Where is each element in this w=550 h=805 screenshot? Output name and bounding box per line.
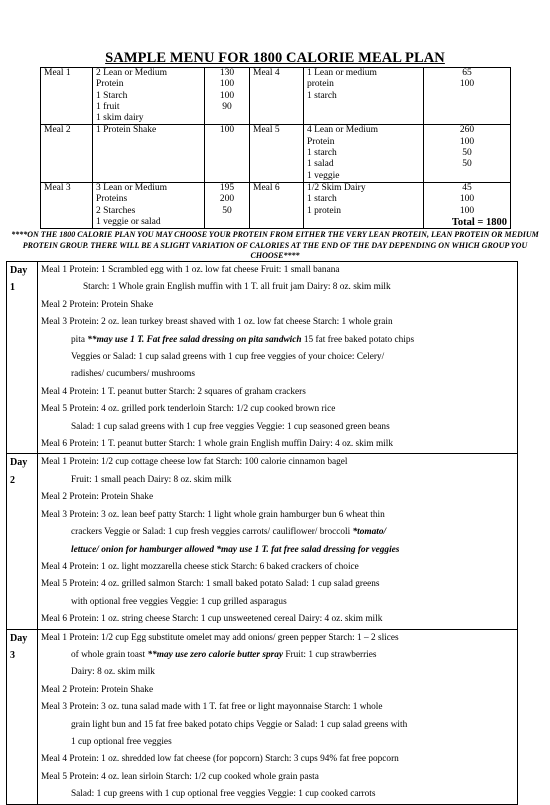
menu-text: Fruit: [71, 474, 92, 485]
calorie-summary-table [40, 67, 511, 229]
menu-text: Meal 2 Protein: [41, 299, 99, 310]
menu-text: Meal 4 Protein: [41, 561, 99, 572]
summary-line: 65 [462, 68, 472, 78]
menu-line [41, 279, 514, 296]
menu-text: Dairy: [71, 667, 95, 678]
menu-text: 2 squares of graham crackers [195, 386, 306, 397]
menu-text: Starch: [165, 771, 192, 782]
menu-text: 2 oz. lean turkey breast shaved with 1 oz. low fat cheese [98, 317, 313, 328]
menu-line [41, 647, 514, 664]
menu-text: 1 oz. light mozzarella cheese stick [98, 561, 232, 572]
menu-text: Veggie or Salad: [256, 719, 318, 730]
menu-text: 1/2 cup cooked brown rice [233, 404, 336, 415]
summary-line: 100 [219, 79, 235, 90]
menu-line [41, 401, 514, 418]
menu-line [41, 717, 514, 734]
menu-text: 1 small baked potato [203, 579, 286, 590]
menu-text: Starch: [168, 386, 196, 397]
menu-text: Protein Shake [98, 684, 154, 695]
menu-text: Veggie: [256, 421, 285, 432]
menu-text: 4 oz. skim milk [332, 439, 393, 450]
day-row [7, 262, 518, 454]
menu-text: Meal 2 Protein: [41, 492, 99, 503]
menu-text: Starch: [231, 561, 258, 572]
day-meals [38, 262, 518, 454]
day-label: Day 3 [7, 629, 38, 804]
menu-text: 6 baked crackers of choice [257, 561, 359, 572]
menu-text: 1 small peach [91, 474, 148, 485]
menu-text: Starch: [324, 702, 351, 713]
summary-line: 1 salad [307, 159, 334, 170]
meal-items [304, 125, 424, 182]
meal-label: Meal 6 [250, 182, 304, 228]
meal-items [304, 182, 424, 228]
summary-line: 1 starch [307, 194, 337, 205]
menu-text: 1 T. peanut butter [98, 439, 169, 450]
menu-text: Meal 6 Protein: [41, 439, 99, 450]
menu-text: 3 oz. lean beef patty [98, 509, 179, 520]
summary-line: Proteins [96, 194, 128, 205]
menu-text: Meal 5 Protein: [41, 579, 99, 590]
menu-text: Meal 4 Protein: [41, 754, 99, 765]
menu-text: Starch: [328, 632, 355, 643]
meal-calories [424, 182, 511, 228]
day-meals [38, 454, 518, 629]
day-meals [38, 629, 518, 804]
menu-text: 8 oz. skim milk [94, 667, 155, 678]
menu-text: Starch: [177, 579, 204, 590]
menu-text: Veggies or Salad: [71, 352, 137, 363]
menu-text: 8 oz. skim milk [171, 474, 232, 485]
day-label: Day 1 [7, 262, 38, 454]
menu-line [41, 751, 514, 768]
menu-line [41, 630, 514, 647]
menu-line [41, 734, 514, 751]
menu-text: 1 cup grilled asparagus [198, 596, 287, 607]
menu-text: 1 cup optional free veggies [71, 736, 172, 747]
menu-text: Starch: [265, 754, 292, 765]
page-title: SAMPLE MENU FOR 1800 CALORIE MEAL PLAN [105, 50, 445, 66]
menu-text: Dairy: [298, 614, 323, 625]
menu-text: of whole grain toast [71, 649, 148, 660]
menu-text: 1 cup salad greens [308, 579, 380, 590]
summary-line: 50 [462, 159, 472, 170]
menu-text: 1 cup salad greens with 1 cup free veggies of your choice: Celery/ [136, 352, 385, 363]
menu-text: **may use zero calorie butter spray [147, 649, 284, 660]
summary-line: 100 [459, 79, 475, 90]
menu-line [41, 489, 514, 506]
menu-text: 1 oz. shredded low fat cheese (for popcorn) [98, 754, 266, 765]
menu-text: Veggie or Salad: [104, 527, 166, 538]
meal-calories [205, 68, 250, 125]
menu-text: 1/2 cup cooked whole grain pasta [191, 771, 319, 782]
meal-label: Meal 1 [41, 68, 93, 125]
menu-text: lettuce/ onion for hamburger allowed *may use 1 T. fat free salad dressing for veggies [71, 544, 400, 555]
summary-line: 100 [459, 136, 475, 147]
daily-menu-table [6, 261, 518, 805]
summary-line: 50 [462, 148, 472, 159]
menu-text: 1 whole grain [339, 317, 393, 328]
menu-text: Protein Shake [98, 299, 154, 310]
menu-text: Meal 3 Protein: [41, 317, 99, 328]
menu-text: 1/2 cup Egg substitute omelet may add onions/ green pepper [98, 632, 329, 643]
summary-row [41, 125, 511, 182]
menu-text: **may use 1 T. Fat free salad dressing on pita sandwich [87, 334, 302, 345]
day-row [7, 629, 518, 804]
menu-line [41, 349, 514, 366]
menu-text: Starch: [207, 404, 234, 415]
meal-calories [424, 125, 511, 182]
menu-text: *tomato/ [352, 527, 387, 538]
menu-text: 1 oz. string cheese [98, 614, 173, 625]
menu-text: Veggie: [169, 596, 199, 607]
summary-line: 100 [219, 125, 235, 136]
summary-line: 100 [459, 194, 475, 205]
menu-line [41, 314, 514, 331]
menu-line [41, 262, 514, 279]
summary-line: Protein [307, 136, 335, 147]
menu-line [41, 699, 514, 716]
menu-text: grain light bun and 15 fat free baked potato chips [71, 719, 257, 730]
menu-text: Starch: [178, 509, 205, 520]
menu-text: 4 oz. lean sirloin [98, 771, 166, 782]
menu-text: Starch: [168, 439, 196, 450]
meal-label: Meal 3 [41, 182, 93, 228]
menu-text: 1 – 2 slices [354, 632, 399, 643]
menu-text: 3 oz. tuna salad made with 1 T. fat free or light mayonnaise [98, 702, 325, 713]
menu-text: Meal 4 Protein: [41, 386, 99, 397]
summary-line: 1 fruit [96, 101, 120, 112]
summary-line: 2 Lean or Medium [96, 68, 167, 78]
summary-line: 1 starch [307, 148, 337, 159]
menu-text: 1 cup cooked carrots [295, 789, 376, 800]
summary-line: 1 veggie or salad [96, 216, 161, 227]
menu-line [41, 454, 514, 471]
menu-text: 1 Whole grain English muffin with 1 T. all fruit jam [109, 282, 307, 293]
menu-text: Dairy: [306, 282, 331, 293]
menu-line [41, 419, 514, 436]
menu-text: 1 cup strawberries [306, 649, 377, 660]
menu-text: Meal 1 Protein: [41, 457, 99, 468]
menu-text: Meal 3 Protein: [41, 509, 99, 520]
summary-line: 1 Protein Shake [96, 125, 157, 136]
menu-text: 8 oz. skim milk [330, 282, 391, 293]
summary-line: 1 protein [307, 205, 342, 216]
menu-line [41, 594, 514, 611]
menu-text: 1 light whole grain hamburger bun 6 wheat thin [204, 509, 385, 520]
menu-line [41, 786, 514, 803]
menu-text: Meal 5 Protein: [41, 404, 99, 415]
menu-text: 1/2 cup cottage cheese low fat [98, 457, 216, 468]
menu-text: 1 cup salad greens with [317, 719, 408, 730]
menu-line [41, 332, 514, 349]
menu-line [41, 682, 514, 699]
menu-line [41, 507, 514, 524]
menu-text: 1 whole grain English muffin [195, 439, 310, 450]
menu-text: Meal 2 Protein: [41, 684, 99, 695]
menu-text: Fruit: [260, 265, 282, 275]
summary-row [41, 182, 511, 228]
menu-text: Veggie: [267, 789, 296, 800]
summary-line: 90 [222, 101, 232, 112]
menu-line [41, 436, 514, 453]
menu-text: Starch: [83, 282, 110, 293]
menu-text: 1 cup salad greens with 1 cup free veggies [94, 421, 257, 432]
day-label: Day 2 [7, 454, 38, 629]
menu-text: 1 cup greens with 1 cup optional free veggies [94, 789, 268, 800]
menu-text: 1 Scrambled egg with 1 oz. low fat cheese [98, 265, 261, 275]
menu-text: Starch: [215, 457, 243, 468]
menu-text: Meal 3 Protein: [41, 702, 99, 713]
protein-note: ****ON THE 1800 CALORIE PLAN YOU MAY CHOOSE YOUR PROTEIN FROM EITHER THE VERY LEAN PROTEIN, LEAN PROTEIN OR MEDIUM PROTEIN GROUP. THERE WILL BE A SLIGHT VARIATION OF CALORIES AT THE END OF THE DAY DEPENDING ON WHICH GROUP YOU CHOOSE**** [11, 230, 539, 261]
summary-line: 4 Lean or Medium [307, 125, 378, 136]
summary-line: 1 skim dairy [96, 113, 144, 124]
meal-label: Meal 4 [250, 68, 304, 125]
menu-text: Dairy: [309, 439, 333, 450]
menu-text: 1 T. peanut butter [98, 386, 169, 397]
meal-label: Meal 5 [250, 125, 304, 182]
menu-text: 1 cup unsweetened cereal [198, 614, 299, 625]
meal-label: Meal 2 [41, 125, 93, 182]
menu-line [41, 366, 514, 383]
summary-line: protein [307, 79, 334, 90]
menu-text: Dairy: [147, 474, 172, 485]
menu-text: radishes/ cucumbers/ mushrooms [71, 369, 195, 380]
menu-line [41, 542, 514, 559]
menu-line [41, 769, 514, 786]
menu-text: crackers [71, 527, 105, 538]
summary-line: 45 [462, 182, 472, 193]
summary-line: 195 [219, 182, 235, 193]
menu-text: Salad: [285, 579, 309, 590]
menu-text: Starch: [172, 614, 199, 625]
menu-text: Meal 1 Protein: [41, 632, 99, 643]
menu-text: 1 cup seasoned green beans [284, 421, 390, 432]
menu-text: 1 whole [350, 702, 383, 713]
menu-text: 1 small banana [281, 265, 340, 275]
meal-items [93, 68, 205, 125]
meal-items [304, 68, 424, 125]
summary-line: 1/2 Skim Dairy [307, 182, 366, 193]
summary-line: 50 [222, 205, 232, 216]
day-row [7, 454, 518, 629]
menu-text: with optional free veggies [71, 596, 170, 607]
summary-line: 130 [219, 68, 235, 78]
menu-line [41, 664, 514, 681]
meal-calories [424, 68, 511, 125]
menu-text: Meal 6 Protein: [41, 614, 99, 625]
menu-text: 4 oz. grilled pork tenderloin [98, 404, 208, 415]
menu-text: 15 fat free baked potato chips [301, 334, 415, 345]
meal-items [93, 182, 205, 228]
meal-items [93, 125, 205, 182]
menu-text: Starch: [312, 317, 340, 328]
summary-line: 260 [459, 125, 475, 136]
menu-text: 3 cups 94% fat free popcorn [291, 754, 399, 765]
summary-row [41, 68, 511, 125]
menu-line [41, 384, 514, 401]
menu-line [41, 297, 514, 314]
meal-calories [205, 125, 250, 182]
calorie-total: Total = 1800 [451, 216, 507, 228]
summary-line: 1 Lean or medium [307, 68, 377, 78]
menu-text: 4 oz. skim milk [322, 614, 383, 625]
menu-text: Protein Shake [98, 492, 154, 503]
menu-text: Meal 1 Protein: [41, 265, 99, 275]
summary-line: 3 Lean or Medium [96, 182, 167, 193]
menu-line [41, 559, 514, 576]
summary-line: 2 Starches [96, 205, 136, 216]
menu-line [41, 524, 514, 541]
summary-line: 1 Starch [96, 90, 128, 101]
menu-text: Salad: [71, 789, 95, 800]
summary-line: 200 [219, 194, 235, 205]
summary-line: Protein [96, 79, 124, 90]
menu-text: 100 calorie cinnamon bagel [242, 457, 348, 468]
summary-line: 1 veggie [307, 170, 340, 181]
menu-line [41, 576, 514, 593]
menu-text: pita [71, 334, 88, 345]
menu-text: 1 cup fresh veggies carrots/ cauliflower/ broccoli [165, 527, 353, 538]
menu-line [41, 611, 514, 628]
menu-text: Salad: [71, 421, 95, 432]
menu-line [41, 472, 514, 489]
meal-calories [205, 182, 250, 228]
menu-text: Meal 5 Protein: [41, 771, 99, 782]
summary-line: 1 starch [307, 90, 337, 101]
menu-text: 4 oz. grilled salmon [98, 579, 178, 590]
menu-text: Fruit: [285, 649, 307, 660]
summary-line: 100 [219, 90, 235, 101]
summary-line: 100 [459, 205, 475, 216]
